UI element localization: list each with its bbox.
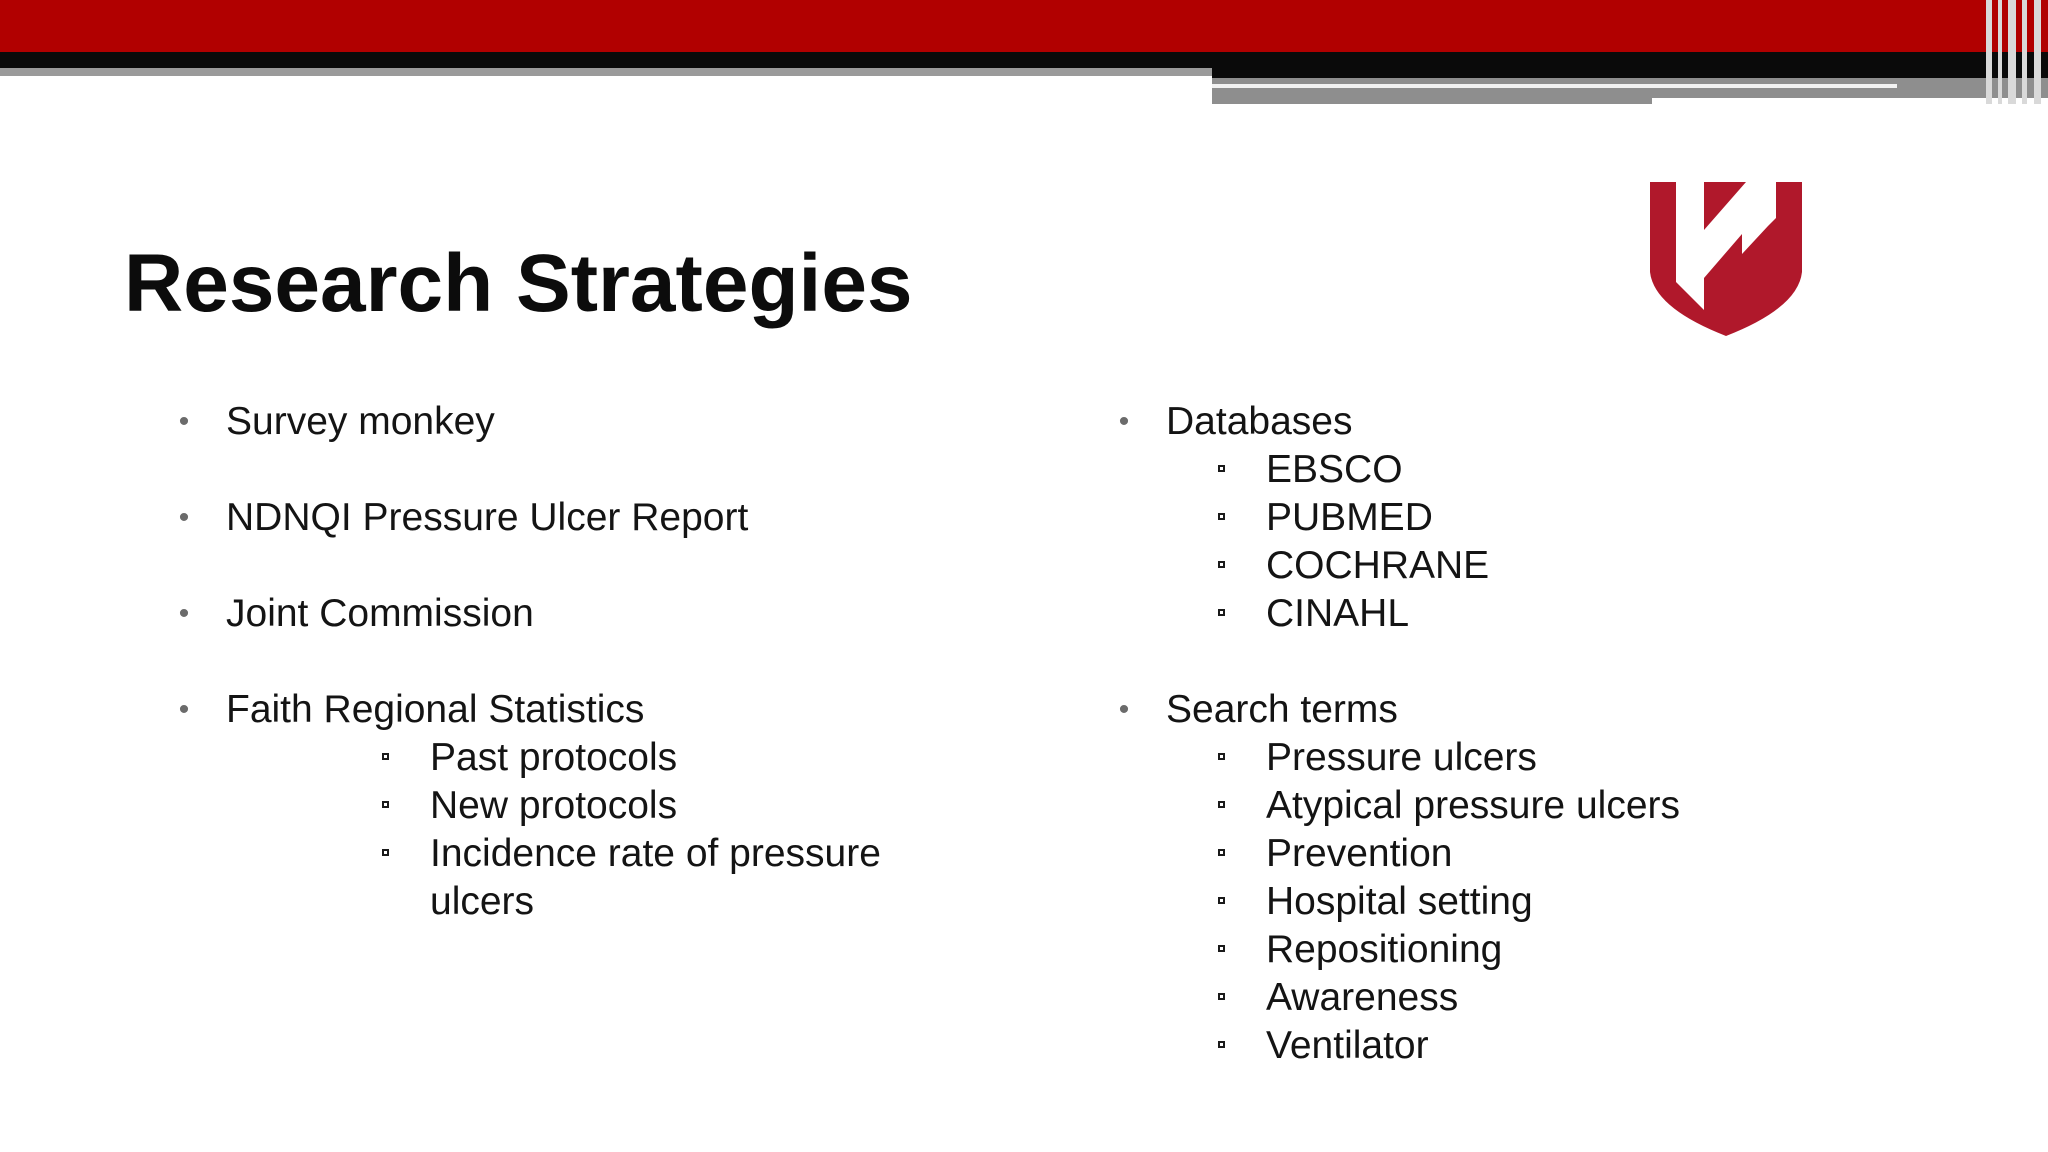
sub-bullet-label: Past protocols [430, 736, 678, 779]
square-bullet-icon [1218, 465, 1225, 472]
sub-bullet-item-awareness [1216, 974, 1816, 1022]
bullet-label: Faith Regional Statistics [226, 688, 645, 731]
sub-bullet-item-pressure-ulcers [1216, 734, 1816, 782]
square-bullet-icon [1218, 753, 1225, 760]
sub-bullet-label: EBSCO [1266, 448, 1403, 491]
sub-bullet-item-cinahl [1216, 590, 1816, 638]
bullet-dot-icon: • [178, 501, 190, 534]
sub-bullet-item-incidence-rate-of-pressure-ulcers [380, 830, 900, 926]
square-bullet-icon [1218, 897, 1225, 904]
header-black-band [0, 52, 2048, 68]
square-bullet-icon [1218, 609, 1225, 616]
square-bullet-icon [382, 849, 389, 856]
sub-bullet-item-repositioning [1216, 926, 1816, 974]
square-bullet-icon [1218, 945, 1225, 952]
sub-bullet-label: CINAHL [1266, 592, 1410, 635]
square-bullet-icon [382, 801, 389, 808]
sub-bullet-label: Pressure ulcers [1266, 736, 1537, 779]
bullet-item-joint-commission [174, 590, 994, 638]
right-bullet-list [1114, 398, 1934, 1070]
sub-bullet-label: New protocols [430, 784, 678, 827]
square-bullet-icon [1218, 561, 1225, 568]
bullet-dot-icon: • [1118, 693, 1130, 726]
sub-bullet-label: Prevention [1266, 832, 1453, 875]
header-white-line [1212, 84, 1897, 88]
bullet-label: Databases [1166, 400, 1353, 443]
square-bullet-icon [382, 753, 389, 760]
bullet-item-survey-monkey [174, 398, 994, 446]
square-bullet-icon [1218, 993, 1225, 1000]
bullet-item-search-terms [1114, 686, 1934, 1070]
sub-bullet-item-hospital-setting [1216, 878, 1816, 926]
sub-bullet-label: Awareness [1266, 976, 1459, 1019]
sub-bullet-label: COCHRANE [1266, 544, 1490, 587]
sub-bullet-item-atypical-pressure-ulcers [1216, 782, 1816, 830]
sub-bullet-item-cochrane [1216, 542, 1816, 590]
sub-bullet-label: Repositioning [1266, 928, 1503, 971]
bullet-label: Survey monkey [226, 400, 495, 443]
bullet-item-faith-regional-statistics [174, 686, 994, 926]
square-bullet-icon [1218, 513, 1225, 520]
sub-bullet-item-new-protocols [380, 782, 900, 830]
bullet-item-databases [1114, 398, 1934, 638]
sub-bullet-label: Incidence rate of pressure ulcers [430, 832, 881, 923]
sub-bullet-item-ventilator [1216, 1022, 1816, 1070]
bullet-dot-icon: • [178, 405, 190, 438]
left-bullet-list [174, 398, 994, 926]
bullet-label: Search terms [1166, 688, 1398, 731]
square-bullet-icon [1218, 849, 1225, 856]
square-bullet-icon [1218, 1041, 1225, 1048]
sub-bullet-item-ebsco [1216, 446, 1816, 494]
bullet-label: Joint Commission [226, 592, 534, 635]
sub-bullet-label: Hospital setting [1266, 880, 1533, 923]
sub-bullet-list [1216, 734, 1816, 1070]
bullet-item-ndnqi-pressure-ulcer-report [174, 494, 994, 542]
sub-bullet-list [380, 734, 900, 926]
bullet-dot-icon: • [178, 597, 190, 630]
university-shield-n-logo [1646, 178, 1806, 338]
bullet-label: NDNQI Pressure Ulcer Report [226, 496, 749, 539]
header-black-step [1212, 68, 2048, 78]
square-bullet-icon [1218, 801, 1225, 808]
header-stripes [1984, 0, 2048, 104]
sub-bullet-list [1216, 446, 1816, 638]
bullet-dot-icon: • [1118, 405, 1130, 438]
sub-bullet-item-prevention [1216, 830, 1816, 878]
sub-bullet-label: PUBMED [1266, 496, 1433, 539]
header-red-band [0, 0, 2048, 52]
sub-bullet-label: Ventilator [1266, 1024, 1429, 1067]
sub-bullet-item-pubmed [1216, 494, 1816, 542]
slide-title: Research Strategies [124, 238, 913, 329]
sub-bullet-label: Atypical pressure ulcers [1266, 784, 1680, 827]
sub-bullet-item-past-protocols [380, 734, 900, 782]
bullet-dot-icon: • [178, 693, 190, 726]
header-grey-rule-left [0, 68, 1212, 76]
